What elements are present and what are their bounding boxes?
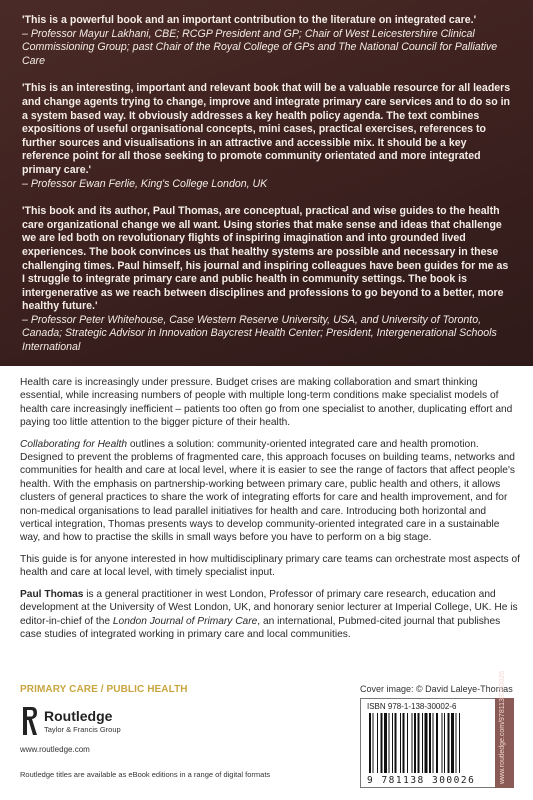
description-paragraph: This guide is for anyone interested in how multidisciplinary primary care teams can orchestrate most aspects of health and care at local level, with timely specialist input. bbox=[20, 553, 520, 579]
url-strip-text: www.routledge.com/9781138300026 bbox=[499, 670, 506, 784]
barcode-digits: 9 781138 300026 bbox=[367, 775, 476, 786]
description-paragraph bbox=[20, 438, 520, 545]
publisher-logo bbox=[20, 704, 180, 744]
endorsement-text: 'This is an interesting, important and relevant book that will be a valuable resource for all leaders and change agents trying to change, improve and integrate primary care services and to do so in a system based way. It obviously addresses a key health policy agenda. The text combines expositions of useful organisational concepts, mini cases, practical exercises, references to further sources and visualisations in an attractive and accessible mix. It should be a key reference point for all those seeking to promote community orientated and more integrated primary care.' bbox=[22, 82, 511, 176]
endorsement-2 bbox=[22, 82, 511, 191]
endorsement-text: 'This is a powerful book and an important contribution to the literature on integrated care.' bbox=[22, 14, 477, 26]
description-text: outlines a solution: community-oriented integrated care and health promotion. Designed to prevent the problems of fragmented care, this approach focuses on building teams, networks and communities for health and care at local level, where it is easier to see the range of factors that affect people's health. With the emphasis on partnership-working between primary care, public health and others, it allows clusters of general practices to share the work of integrating efforts for care and health improvement, and for non-medical organisations to lead parallel initiatives for health and care. Introducing both horizontal and vertical integration, Thomas presents ways to develop community-oriented integrated care in a sustainable way, and how to practise the skills in small ways before you have to perform on a big stage. bbox=[20, 438, 515, 544]
author-bio-text: , an international, Pubmed-cited journal that publishes case studies of integrated working in primary care and local communities. bbox=[20, 615, 501, 640]
author-name: Paul Thomas bbox=[20, 588, 84, 600]
endorsement-3 bbox=[22, 205, 511, 355]
publisher-name: Routledge bbox=[44, 708, 113, 724]
barcode-box bbox=[360, 698, 514, 788]
author-bio bbox=[20, 588, 520, 642]
book-description bbox=[20, 376, 520, 649]
endorsement-attribution: – Professor Peter Whitehouse, Case Western Reserve University, USA, and University of Toronto, Canada; Strategic Advisor in Innovation Baycrest Health Center; President, Intergenerational Schools International bbox=[22, 313, 497, 354]
routledge-logo-icon bbox=[20, 704, 40, 738]
endorsements-panel bbox=[0, 0, 533, 366]
endorsement-text: 'This book and its author, Paul Thomas, are conceptual, practical and wise guides to the health care organizational change we all want. Using stories that make sense and ideas that challenge we are led both on revolutionary flights of inspiring imagination and into grounded lived experiences. The book convinces us that healthy systems are possible and necessary in these challenging times. Paul himself, his journal and inspiring colleagues have been guides for me as I struggle to integrate primary care and public health in community settings. The book is intergenerative as we reach between disciplines and professions to go beyond to a better, more healthy future.' bbox=[22, 205, 509, 313]
journal-title: London Journal of Primary Care bbox=[112, 615, 258, 627]
publisher-website: www.routledge.com bbox=[20, 745, 90, 754]
endorsement-attribution: – Professor Ewan Ferlie, King's College London, UK bbox=[22, 177, 268, 190]
book-title: Collaborating for Health bbox=[20, 438, 128, 450]
subject-category: PRIMARY CARE / PUBLIC HEALTH bbox=[20, 684, 188, 695]
isbn-label: ISBN 978-1-138-30002-6 bbox=[367, 702, 457, 711]
barcode-icon bbox=[367, 713, 493, 775]
cover-credit: Cover image: © David Laleye-Thomas bbox=[360, 684, 513, 694]
author-bio-text: is a general practitioner in west London, Professor of primary care research, education and development at the University of West London, UK, and honorary senior lecturer at Imperial College, UK. He is editor-in-chief of the bbox=[20, 588, 518, 627]
description-paragraph: Health care is increasingly under pressure. Budget crises are making collaboration and smart thinking essential, while increasing numbers of people with multiple long-term conditions make specialist models of health care increasingly inefficient – patients too often go from one specialist to another, duplicating effort and paying too little attention to the bigger picture of their health. bbox=[20, 377, 513, 429]
ebook-note: Routledge titles are available as eBook editions in a range of digital formats bbox=[20, 770, 271, 779]
endorsement-1 bbox=[22, 14, 511, 68]
endorsement-attribution: – Professor Mayur Lakhani, CBE; RCGP President and GP; Chair of West Leicestershire Clinical Commissioning Group; past Chair of the Royal College of GPs and The National Council for Palliative Care bbox=[22, 27, 498, 67]
publisher-group: Taylor & Francis Group bbox=[44, 725, 121, 734]
